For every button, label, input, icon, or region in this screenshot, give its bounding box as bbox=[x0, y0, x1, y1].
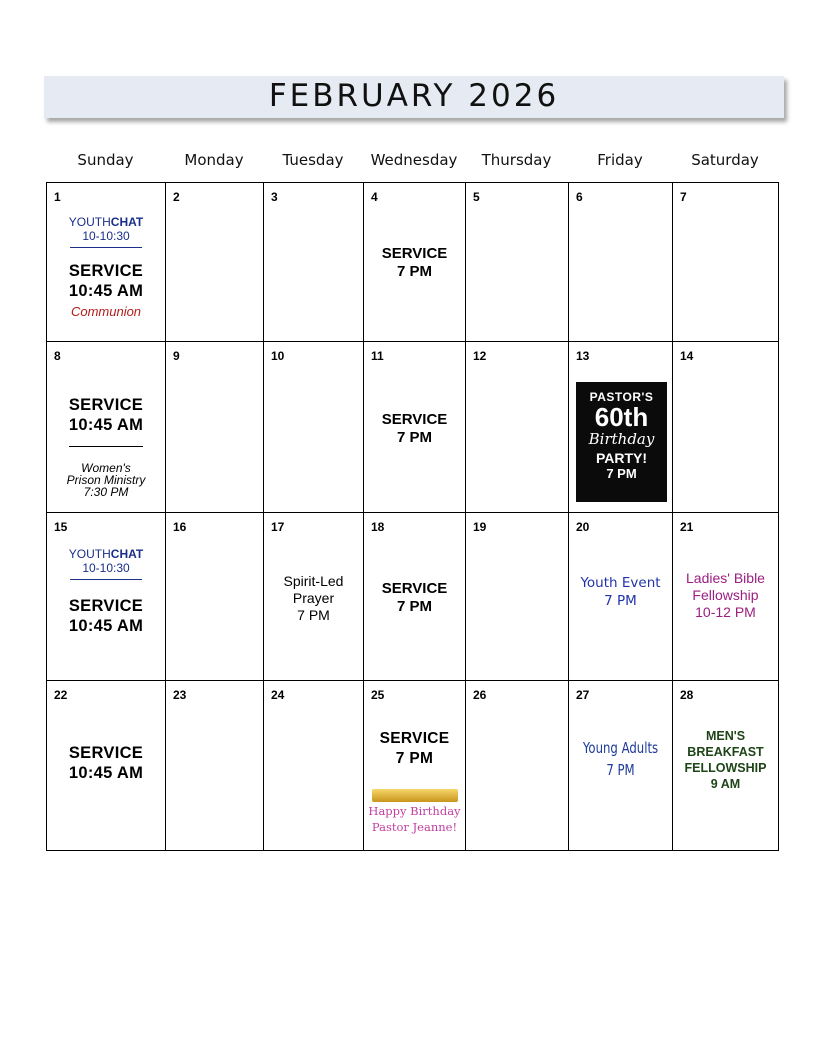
day-header-friday: Friday bbox=[597, 151, 643, 169]
ladies-bible-fellowship bbox=[673, 570, 778, 621]
party-line-1: PASTOR'S bbox=[589, 390, 654, 404]
date-number: 24 bbox=[271, 688, 285, 702]
wednesday-service bbox=[364, 245, 465, 281]
womens-prison-ministry bbox=[47, 462, 165, 498]
spirit-led-prayer bbox=[264, 573, 363, 624]
date-number: 4 bbox=[371, 190, 378, 204]
service-label: SERVICE bbox=[68, 597, 144, 615]
day-cell[interactable] bbox=[264, 513, 364, 681]
day-cell[interactable] bbox=[264, 681, 364, 851]
sunday-service bbox=[47, 395, 165, 435]
youth-event bbox=[569, 574, 672, 610]
date-number: 15 bbox=[54, 520, 68, 534]
calendar-grid bbox=[46, 182, 779, 851]
date-number: 14 bbox=[680, 349, 694, 363]
week-row bbox=[47, 183, 779, 342]
youthchat-bold: CHAT bbox=[110, 547, 144, 561]
day-cell[interactable] bbox=[166, 342, 264, 513]
prayer-line-1: Spirit-Led bbox=[283, 573, 344, 589]
youthchat-bold: CHAT bbox=[110, 215, 144, 229]
day-header-thursday: Thursday bbox=[481, 151, 552, 169]
day-header-sunday: Sunday bbox=[77, 151, 134, 169]
date-number: 17 bbox=[271, 520, 285, 534]
ladies-line-1: Ladies' Bible bbox=[686, 570, 765, 586]
page-title: FEBRUARY 2026 bbox=[268, 78, 560, 114]
day-cell[interactable] bbox=[673, 513, 779, 681]
day-header-wednesday: Wednesday bbox=[370, 151, 458, 169]
service-label: SERVICE bbox=[381, 411, 448, 428]
youthchat-event bbox=[47, 547, 165, 580]
day-cell[interactable] bbox=[466, 681, 569, 851]
youthchat-event bbox=[47, 215, 165, 248]
divider-wrap bbox=[47, 446, 165, 447]
date-number: 1 bbox=[54, 190, 61, 204]
party-line-3: Birthday bbox=[588, 430, 655, 448]
date-number: 12 bbox=[473, 349, 487, 363]
date-number: 25 bbox=[371, 688, 385, 702]
day-cell[interactable] bbox=[364, 342, 466, 513]
day-cell[interactable] bbox=[47, 183, 166, 342]
date-number: 18 bbox=[371, 520, 385, 534]
young-adults-label: Young Adults bbox=[582, 739, 659, 757]
date-number: 8 bbox=[54, 349, 61, 363]
youthchat-prefix: YOUTH bbox=[68, 215, 111, 229]
day-cell[interactable] bbox=[466, 342, 569, 513]
day-cell[interactable] bbox=[466, 513, 569, 681]
day-cell[interactable] bbox=[673, 342, 779, 513]
date-number: 5 bbox=[473, 190, 480, 204]
day-cell[interactable] bbox=[166, 183, 264, 342]
men-line-1: MEN'S bbox=[705, 729, 746, 743]
wednesday-service bbox=[364, 580, 465, 616]
wpm-line-3: 7:30 PM bbox=[83, 485, 129, 499]
date-number: 2 bbox=[173, 190, 180, 204]
title-banner bbox=[44, 76, 784, 118]
day-cell[interactable] bbox=[673, 183, 779, 342]
service-label: SERVICE bbox=[68, 262, 144, 280]
date-number: 22 bbox=[54, 688, 68, 702]
sunday-service bbox=[47, 261, 165, 301]
week-row bbox=[47, 342, 779, 513]
prayer-line-2: Prayer bbox=[292, 590, 335, 606]
date-number: 27 bbox=[576, 688, 590, 702]
day-cell[interactable] bbox=[569, 183, 673, 342]
service-time: 10:45 AM bbox=[68, 617, 144, 635]
mens-breakfast-fellowship bbox=[673, 728, 778, 792]
day-cell[interactable] bbox=[166, 513, 264, 681]
wpm-line-1: Women's bbox=[81, 461, 131, 475]
service-time: 10:45 AM bbox=[68, 764, 144, 782]
men-line-2: BREAKFAST bbox=[687, 745, 764, 759]
prayer-time: 7 PM bbox=[297, 607, 330, 623]
service-time: 10:45 AM bbox=[68, 416, 144, 434]
day-cell[interactable] bbox=[264, 183, 364, 342]
day-cell[interactable] bbox=[569, 342, 673, 513]
day-cell[interactable] bbox=[166, 681, 264, 851]
party-line-4: PARTY! bbox=[595, 450, 648, 466]
day-cell[interactable] bbox=[569, 513, 673, 681]
date-number: 20 bbox=[576, 520, 590, 534]
young-adults-event bbox=[580, 737, 660, 781]
date-number: 26 bbox=[473, 688, 487, 702]
divider bbox=[70, 247, 142, 248]
young-adults-time: 7 PM bbox=[606, 761, 635, 779]
birthday-party-poster bbox=[576, 382, 667, 502]
day-cell[interactable] bbox=[364, 183, 466, 342]
date-number: 6 bbox=[576, 190, 583, 204]
ladies-line-2: Fellowship bbox=[692, 587, 759, 603]
party-time: 7 PM bbox=[606, 466, 637, 481]
gold-ribbon-icon bbox=[372, 789, 458, 802]
day-cell[interactable] bbox=[264, 342, 364, 513]
service-label: SERVICE bbox=[379, 730, 450, 747]
service-time: 7 PM bbox=[396, 263, 432, 280]
men-time: 9 AM bbox=[710, 777, 741, 791]
service-time: 7 PM bbox=[396, 598, 432, 615]
date-number: 21 bbox=[680, 520, 694, 534]
week-row bbox=[47, 681, 779, 851]
youthchat-time: 10-10:30 bbox=[82, 229, 130, 243]
day-cell[interactable] bbox=[364, 681, 466, 851]
ladies-time: 10-12 PM bbox=[695, 604, 756, 620]
hb-line-1: Happy Birthday bbox=[368, 804, 461, 818]
wednesday-service bbox=[364, 729, 465, 769]
date-number: 19 bbox=[473, 520, 487, 534]
date-number: 23 bbox=[173, 688, 187, 702]
date-number: 11 bbox=[371, 349, 384, 363]
service-label: SERVICE bbox=[68, 396, 144, 414]
week-row bbox=[47, 513, 779, 681]
sunday-service bbox=[47, 743, 165, 783]
service-time: 7 PM bbox=[396, 429, 432, 446]
communion-note: Communion bbox=[70, 304, 142, 319]
service-time: 7 PM bbox=[395, 750, 434, 767]
date-number: 16 bbox=[173, 520, 187, 534]
day-cell[interactable] bbox=[364, 513, 466, 681]
date-number: 3 bbox=[271, 190, 278, 204]
day-cell[interactable] bbox=[47, 681, 166, 851]
day-cell[interactable] bbox=[569, 681, 673, 851]
service-label: SERVICE bbox=[381, 580, 448, 597]
day-cell[interactable] bbox=[673, 681, 779, 851]
service-time: 10:45 AM bbox=[68, 282, 144, 300]
day-header-tuesday: Tuesday bbox=[282, 151, 344, 169]
divider bbox=[69, 446, 143, 447]
day-cell[interactable] bbox=[47, 342, 166, 513]
date-number: 9 bbox=[173, 349, 180, 363]
divider bbox=[70, 579, 142, 580]
day-cell[interactable] bbox=[466, 183, 569, 342]
day-header-monday: Monday bbox=[184, 151, 244, 169]
service-label: SERVICE bbox=[68, 744, 144, 762]
party-line-2: 60th bbox=[594, 402, 649, 432]
happy-birthday-banner bbox=[364, 789, 465, 834]
date-number: 10 bbox=[271, 349, 285, 363]
youthchat-time: 10-10:30 bbox=[82, 561, 130, 575]
day-cell[interactable] bbox=[47, 513, 166, 681]
date-number: 13 bbox=[576, 349, 590, 363]
hb-line-2: Pastor Jeanne! bbox=[371, 820, 458, 834]
wednesday-service bbox=[364, 411, 465, 447]
youth-event-label: Youth Event bbox=[580, 575, 661, 591]
day-header-saturday: Saturday bbox=[691, 151, 759, 169]
service-label: SERVICE bbox=[381, 245, 448, 262]
sunday-service bbox=[47, 596, 165, 636]
date-number: 7 bbox=[680, 190, 687, 204]
wpm-line-2: Prison Ministry bbox=[66, 473, 146, 487]
date-number: 28 bbox=[680, 688, 694, 702]
youth-event-time: 7 PM bbox=[604, 593, 637, 609]
men-line-3: FELLOWSHIP bbox=[684, 761, 767, 775]
youthchat-prefix: YOUTH bbox=[68, 547, 111, 561]
